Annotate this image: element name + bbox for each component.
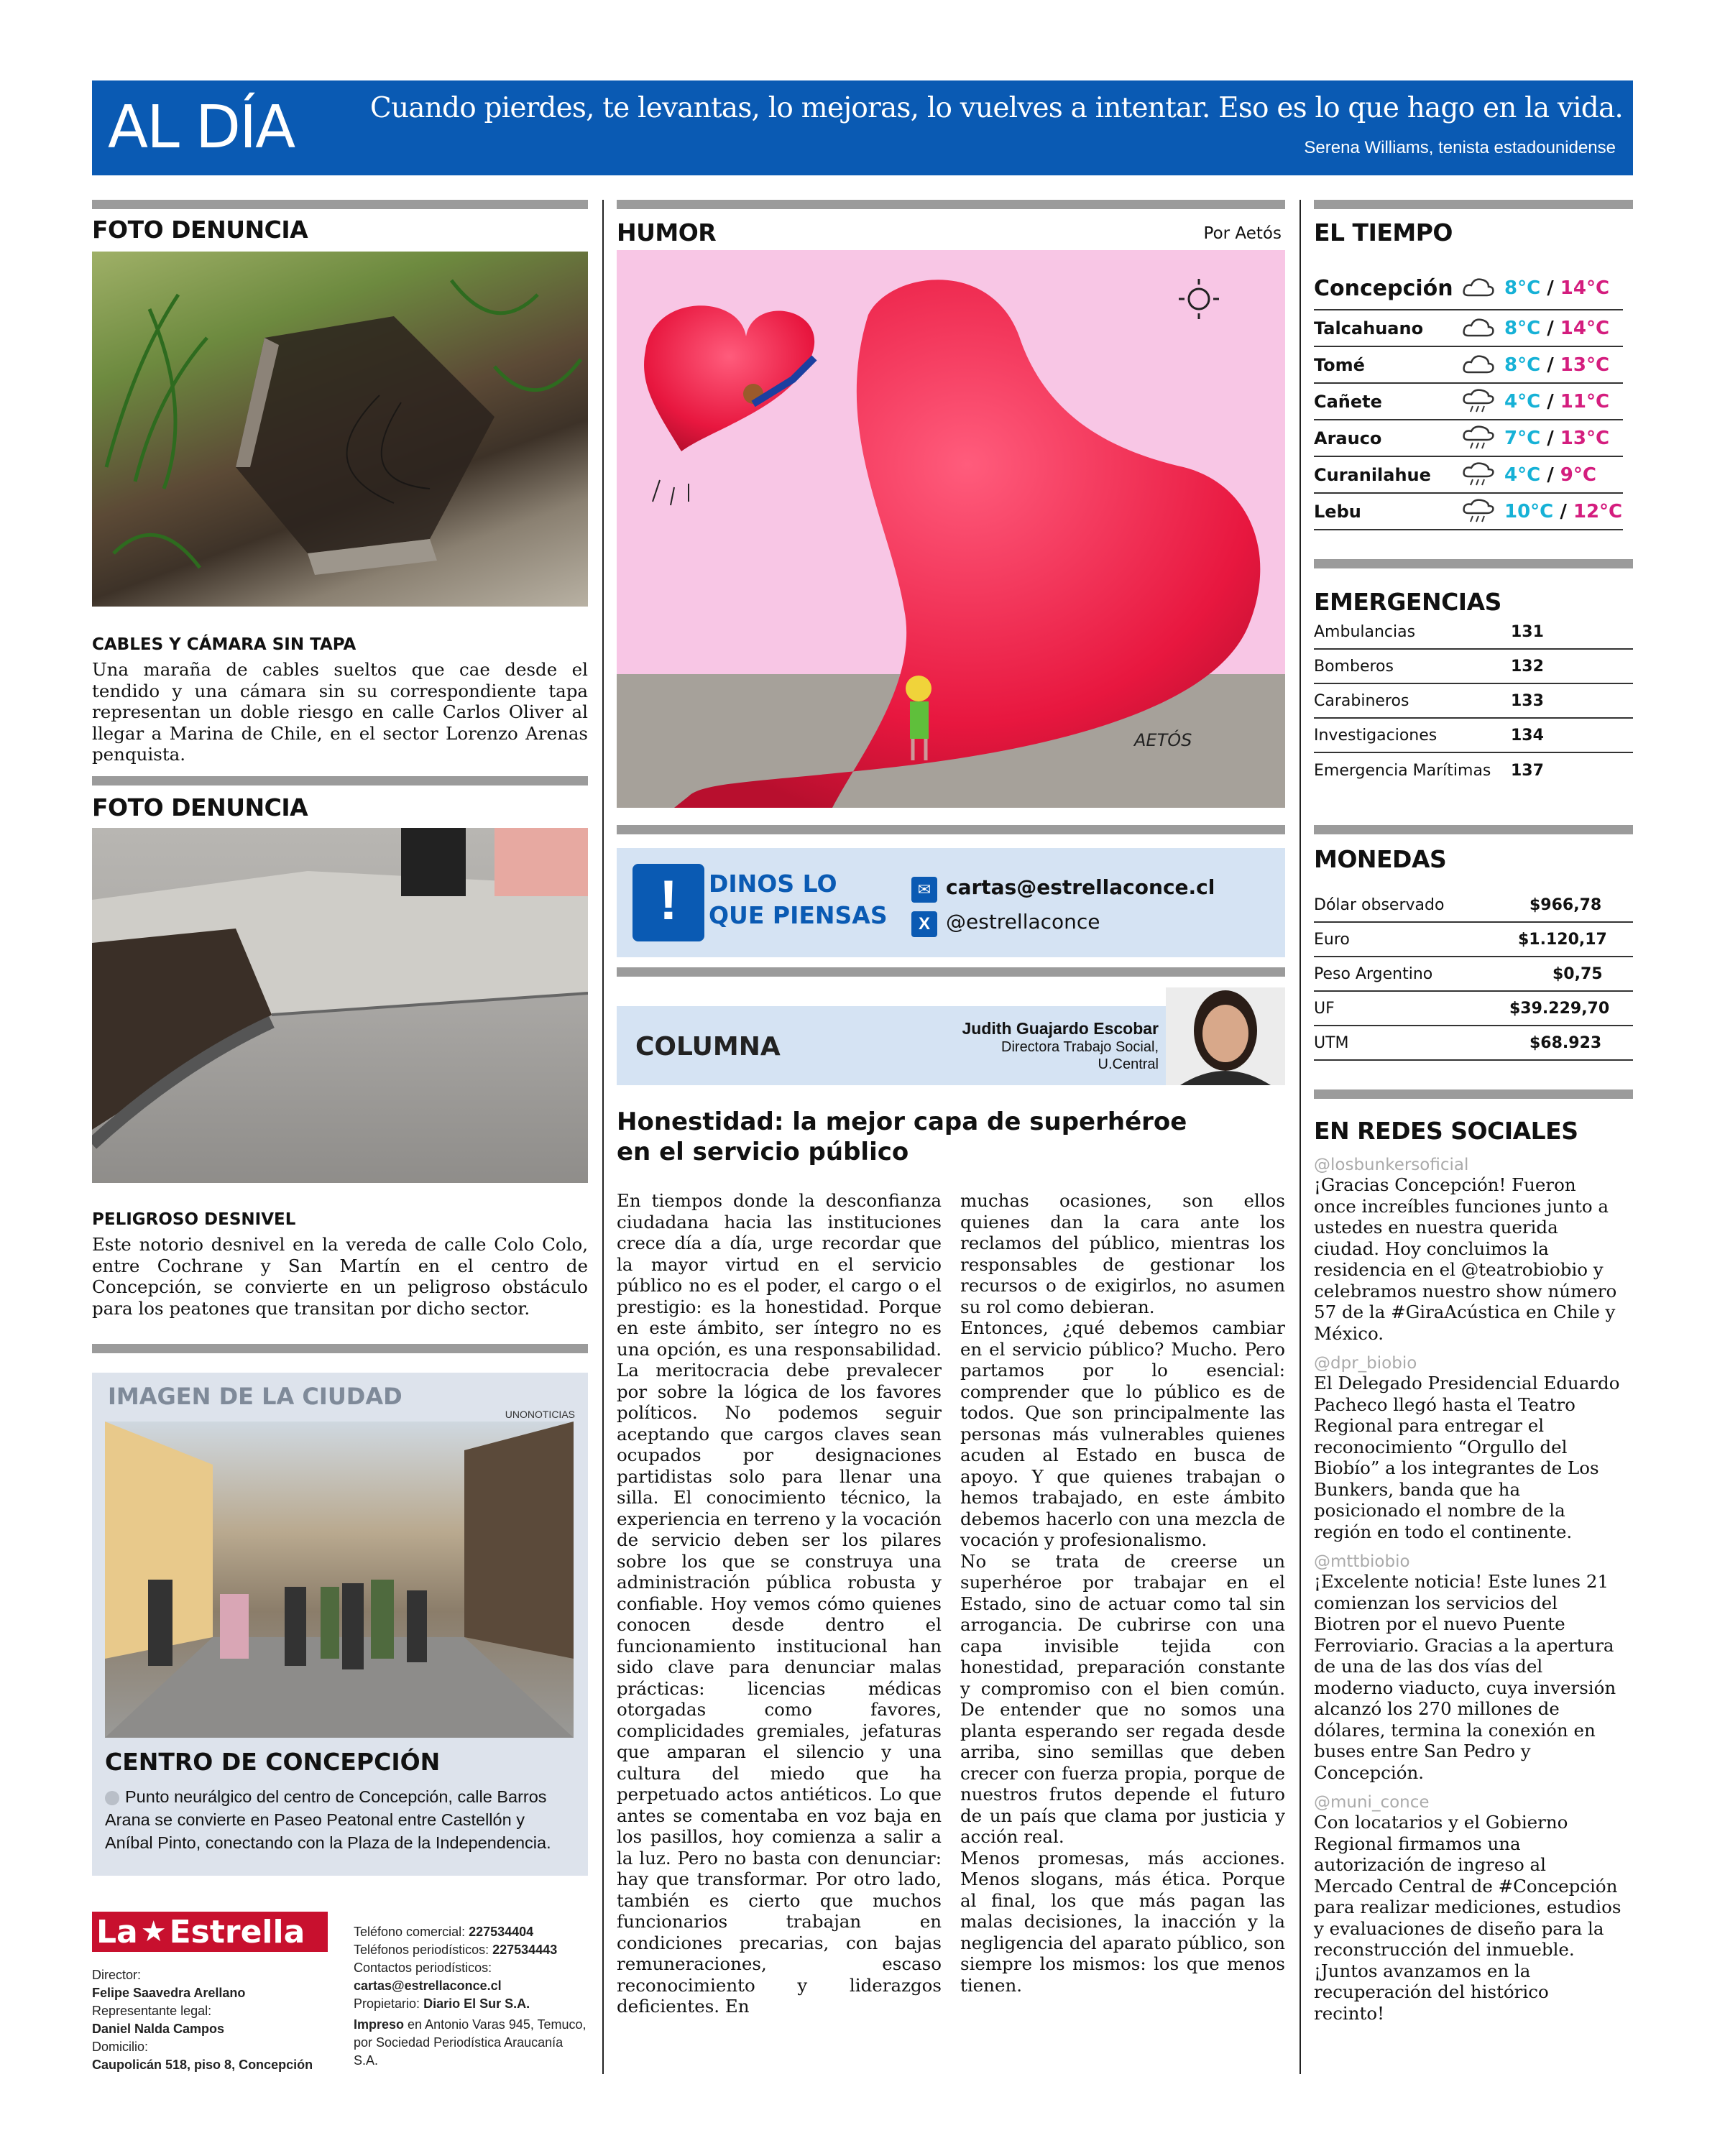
temp-max: 9°C [1560, 464, 1596, 486]
cartoon [617, 250, 1285, 808]
currency-value: $0,75 [1552, 964, 1603, 983]
post-text: Con locatarios y el Gobierno Regional firmamos una autorización de ingreso al Mercado Central de #Concepción para realizar mediciones, estudios y evaluaciones de diseño para la reconstrucción del inmueble. ¡Juntos avanzamos en la recuperación del histórico recinto! [1314, 1812, 1622, 2024]
currency-value: $1.120,17 [1518, 930, 1607, 949]
city-name: Curanilahue [1314, 464, 1431, 485]
emergencias-section: EMERGENCIAS [1314, 588, 1501, 616]
dom: Caupolicán 518, piso 8, Concepción [92, 2058, 313, 2072]
temp-min: 7°C [1504, 427, 1541, 449]
post-handle[interactable]: @losbunkersoficial [1314, 1156, 1469, 1174]
rain-icon [1461, 461, 1504, 489]
imagen-text: Punto neurálgico del centro de Concepción, calle Barros Arana se convierte en Paseo Peatonal entre Castellón y Aníbal Pinto, conectando con la Plaza de la Independencia. [105, 1787, 551, 1852]
post-handle[interactable]: @muni_conce [1314, 1793, 1430, 1812]
rain-icon [1461, 387, 1504, 416]
rain-icon [1461, 497, 1504, 526]
emergency-row [1314, 753, 1633, 788]
emergency-number[interactable]: 133 [1511, 691, 1544, 710]
currency-row [1314, 957, 1633, 992]
redes-list [1314, 1146, 1623, 2024]
emergency-name: Emergencia Marítimas [1314, 761, 1491, 780]
emergency-row [1314, 719, 1633, 753]
post-handle[interactable]: @mttbiobio [1314, 1552, 1410, 1571]
emergency-number[interactable]: 132 [1511, 657, 1544, 676]
mail-icon: ✉ [911, 877, 937, 903]
contactos-label: Contactos periodísticos: [354, 1961, 492, 1975]
currency-name: Dólar observado [1314, 895, 1445, 914]
column-divider [602, 200, 604, 2074]
currency-name: UF [1314, 999, 1335, 1018]
humor-author: Por Aetós [1203, 224, 1282, 243]
post-text: El Delegado Presidencial Eduardo Pacheco llegó hasta el Teatro Regional para entregar el reconocimiento “Orgullo del Biobío” a los integrantes de Los Bunkers, banda que ha posicionado el nombre de la región en todo el continente. [1314, 1373, 1620, 1542]
dinos-email[interactable]: cartas@estrellaconce.cl [946, 875, 1215, 899]
post-handle[interactable]: @dpr_biobio [1314, 1354, 1417, 1373]
columna-author: Judith Guajardo Escobar [962, 1019, 1159, 1038]
currency-value: $68.923 [1530, 1033, 1602, 1052]
weather-row: Curanilahue 4°C / 9°C [1314, 457, 1623, 494]
article-para: Menos promesas, más acciones. Menos slogans, más ética. Porque al final, los que más pagan las malas decisiones, la inacción y la negligencia del aparato público, son siempre los mismos: los que menos tienen. [960, 1847, 1285, 1996]
emergency-number[interactable]: 131 [1511, 622, 1544, 641]
post-text: ¡Excelente noticia! Este lunes 21 comienzan los servicios del Biotren por el nuevo Puente Ferroviario. Gracias a la apertura de una de las dos vías del moderno viaducto, cuya inversión alcanzó los 270 millones de dólares, termina la conexión en buses entre San Pedro y Concepción. [1314, 1571, 1616, 1783]
imagen-title: CENTRO DE CONCEPCIÓN [105, 1748, 441, 1776]
impreso-label: Impreso [354, 2017, 405, 2032]
imagen-credit: UNONOTICIAS [505, 1409, 575, 1420]
imagen-box [92, 1373, 588, 1876]
currency-name: Euro [1314, 930, 1350, 949]
section-bar [1314, 825, 1633, 834]
section-bar [1314, 1089, 1633, 1099]
impreso: en Antonio Varas 945, Temuco, por Sociedad Periodística Araucanía S.A. [354, 2017, 586, 2068]
section-bar [1314, 559, 1633, 568]
cartoon-signature: AETÓS [1134, 730, 1192, 750]
photo-centro [105, 1422, 574, 1738]
section-bar [617, 200, 1285, 209]
cloud-icon [1461, 352, 1504, 378]
emergency-row [1314, 615, 1633, 650]
weather-row: Tomé 8°C / 13°C [1314, 347, 1623, 384]
foto1-text: Una maraña de cables sueltos que cae desde el tendido y una cámara sin su correspondiente tapa representan un doble riesgo en calle Carlos Oliver al llegar a Marina de Chile, en el sector Lorenzo Arenas penquista. [92, 659, 588, 765]
tel-com-label: Teléfono comercial: [354, 1925, 466, 1939]
dinos-line1: DINOS LO [709, 870, 837, 898]
photo-cables [92, 252, 588, 607]
foto1-section: FOTO DENUNCIA [92, 216, 308, 244]
imagen-section: IMAGEN DE LA CIUDAD [108, 1383, 402, 1410]
humor-section: HUMOR [617, 218, 717, 247]
section-bar [617, 825, 1285, 834]
logo [92, 1912, 328, 1952]
tiempo-section: EL TIEMPO [1314, 218, 1453, 247]
article-para: muchas ocasiones, son ellos quienes dan la cara ante los reclamos del público, mientras los responsables de gestionar los recursos o de exigirlos, no asumen su rol como debieran. [960, 1190, 1285, 1317]
emergency-name: Investigaciones [1314, 726, 1438, 745]
dinos-box [617, 848, 1285, 957]
temp-max: 12°C [1573, 500, 1623, 522]
cloud-icon [1461, 275, 1504, 301]
emergency-name: Bomberos [1314, 657, 1394, 676]
weather-row: Talcahuano 8°C / 14°C [1314, 310, 1623, 347]
weather-table [1314, 267, 1623, 530]
temp-min: 10°C [1504, 500, 1554, 522]
currency-value: $39.229,70 [1509, 999, 1610, 1018]
city-name: Concepción [1314, 275, 1453, 301]
section-title: AL DÍA [108, 93, 295, 162]
masthead-right [354, 1923, 591, 2070]
temp-min: 8°C [1504, 277, 1541, 299]
currency-name: UTM [1314, 1033, 1349, 1052]
temp-max: 13°C [1560, 354, 1610, 376]
weather-row: Cañete 4°C / 11°C [1314, 384, 1623, 420]
redes-section: EN REDES SOCIALES [1314, 1117, 1578, 1145]
article-title-line2: en el servicio público [617, 1138, 909, 1166]
rain-icon [1461, 424, 1504, 453]
temp-min: 4°C [1504, 464, 1541, 486]
article-para: No se trata de creerse un superhéroe por trabajar en el Estado, sino de actuar como tal sin arrogancia. De cubrirse con una capa invisible tejida con honestidad, preparación constante y compromiso con el bien común. De entender que no somos una planta esperando ser regada desde arriba, sino semillas que deben crecer con fuerza propia, porque de nuestros frutos depende el futuro de un país que clama por justicia y acción real. [960, 1550, 1285, 1847]
temp-max: 11°C [1560, 390, 1610, 413]
emergency-number[interactable]: 137 [1511, 761, 1544, 780]
temp-min: 8°C [1504, 317, 1541, 339]
section-bar [92, 776, 588, 786]
article-title-line1: Honestidad: la mejor capa de superhéroe [617, 1107, 1187, 1136]
masthead-left [92, 1966, 336, 2074]
section-bar [617, 967, 1285, 977]
weather-row: Concepción 8°C / 14°C [1314, 267, 1623, 310]
emergency-number[interactable]: 134 [1511, 726, 1544, 745]
city-name: Cañete [1314, 391, 1382, 412]
foto1-title: CABLES Y CÁMARA SIN TAPA [92, 635, 356, 654]
temp-min: 4°C [1504, 390, 1541, 413]
currency-row [1314, 1026, 1633, 1061]
section-bar [1314, 200, 1633, 209]
photo-desnivel [92, 828, 588, 1183]
x-icon: X [911, 911, 937, 937]
columna-role2: U.Central [1098, 1056, 1159, 1072]
dom-label: Domicilio: [92, 2040, 149, 2054]
header-quote: Cuando pierdes, te levantas, lo mejoras, lo vuelves a intentar. Eso es lo que hago en la vida. [369, 92, 1623, 124]
monedas-table [1314, 888, 1633, 1061]
cloud-icon [1461, 315, 1504, 341]
contactos[interactable]: cartas@estrellaconce.cl [354, 1978, 502, 1993]
emergencias-table [1314, 615, 1633, 788]
city-name: Talcahuano [1314, 318, 1424, 338]
section-bar [92, 1344, 588, 1353]
tel-per-label: Teléfonos periodísticos: [354, 1943, 489, 1957]
director: Felipe Saavedra Arellano [92, 1986, 246, 2000]
city-name: Tomé [1314, 354, 1365, 375]
columna-label: COLUMNA [635, 1032, 781, 1061]
speech-bubble-icon: ! [632, 864, 704, 941]
header-banner [92, 80, 1633, 175]
temp-max: 14°C [1560, 317, 1610, 339]
dinos-x[interactable]: @estrellaconce [946, 910, 1100, 934]
section-bar [92, 200, 588, 209]
logo-text-b: Estrella [169, 1913, 305, 1950]
weather-row: Lebu 10°C / 12°C [1314, 494, 1623, 530]
article-title [617, 1107, 1187, 1167]
article-col1: En tiempos donde la desconfianza ciudadana hacia las instituciones crece día a día, urge recordar que la mayor virtud en el servicio público no es el poder, el cargo o el prestigio: es la honestidad. Porque en este ámbito, ser íntegro no es una opción, es una responsabilidad. La meritocracia debe prevalecer por sobre la lógica de los favores políticos. No podemos seguir aceptando que cargos claves sean ocupados por designaciones partidistas solo para llenar una silla. El conocimiento técnico, la experiencia en terreno y la vocación de servicio deben ser los pilares sobre los que se construya una administración pública robusta y confiable. Hoy vemos cómo quienes conocen desde dentro el funcionamiento institucional han sido clave para denunciar malas prácticas: licencias médicas otorgadas como favores, complicidades gremiales, jefaturas que amparan el silencio y una cultura del miedo que ha perpetuado actos antiéticos. Lo que antes se comentaba en voz baja en los pasillos, hoy comienza a salir a la luz. Pero no basta con denunciar: hay que transformar. Por otro lado, también es cierto que muchos funcionarios trabajan en condiciones precarias, con bajas remuneraciones, escaso reconocimiento y liderazgos deficientes. En [617, 1190, 942, 2017]
column-divider [1300, 200, 1301, 2074]
dinos-line2: QUE PIENSAS [709, 901, 888, 929]
tel-com: 227534404 [469, 1925, 534, 1939]
city-name: Lebu [1314, 501, 1361, 522]
temp-min: 8°C [1504, 354, 1541, 376]
temp-max: 14°C [1560, 277, 1610, 299]
currency-name: Peso Argentino [1314, 964, 1433, 983]
emergency-name: Carabineros [1314, 691, 1409, 710]
city-name: Arauco [1314, 428, 1382, 448]
author-photo [1166, 987, 1285, 1085]
foto2-title: PELIGROSO DESNIVEL [92, 1210, 296, 1229]
foto2-section: FOTO DENUNCIA [92, 793, 308, 821]
emergency-row [1314, 684, 1633, 719]
currency-row [1314, 888, 1633, 923]
foto2-text: Este notorio desnivel en la vereda de calle Colo Colo, entre Cochrane y San Martín en el centro de Concepción, se convierte en un peligroso obstáculo para los peatones que transitan por dicho sector. [92, 1234, 588, 1319]
prop-label: Propietario: [354, 1996, 420, 2011]
prop: Diario El Sur S.A. [423, 1996, 530, 2011]
columna-role1: Directora Trabajo Social, [1001, 1039, 1159, 1055]
article-col2 [960, 1190, 1285, 1996]
currency-value: $966,78 [1530, 895, 1602, 914]
monedas-section: MONEDAS [1314, 845, 1447, 873]
rep: Daniel Nalda Campos [92, 2022, 225, 2036]
rep-label: Representante legal: [92, 2004, 212, 2018]
emergency-row [1314, 650, 1633, 684]
article-para: Entonces, ¿qué debemos cambiar en el servicio público? Mucho. Pero partamos por lo esencial: comprender que lo público es de todos. Que son principalmente las personas más vulnerables quienes acuden al Estado en busca de apoyo. Y que quienes trabajan o hemos trabajado, en este ámbito debemos hacerlo con una mezcla de vocación y profesionalismo. [960, 1317, 1285, 1550]
currency-row [1314, 992, 1633, 1026]
post-text: ¡Gracias Concepción! Fueron once increíbles funciones junto a ustedes en nuestra querida ciudad. Hoy concluimos la residencia en el @teatrobiobio y celebramos nuestro show número 57 de la #GiraAcústica en Chile y México. [1314, 1174, 1617, 1344]
temp-max: 13°C [1560, 427, 1610, 449]
director-label: Director: [92, 1968, 142, 1982]
weather-row: Arauco 7°C / 13°C [1314, 420, 1623, 457]
logo-text-a: La [96, 1913, 138, 1950]
star-icon: ★ [140, 1916, 167, 1948]
tel-per: 227534443 [492, 1943, 558, 1957]
quote-author: Serena Williams, tenista estadounidense [1304, 138, 1616, 157]
emergency-name: Ambulancias [1314, 622, 1416, 641]
currency-row [1314, 923, 1633, 957]
